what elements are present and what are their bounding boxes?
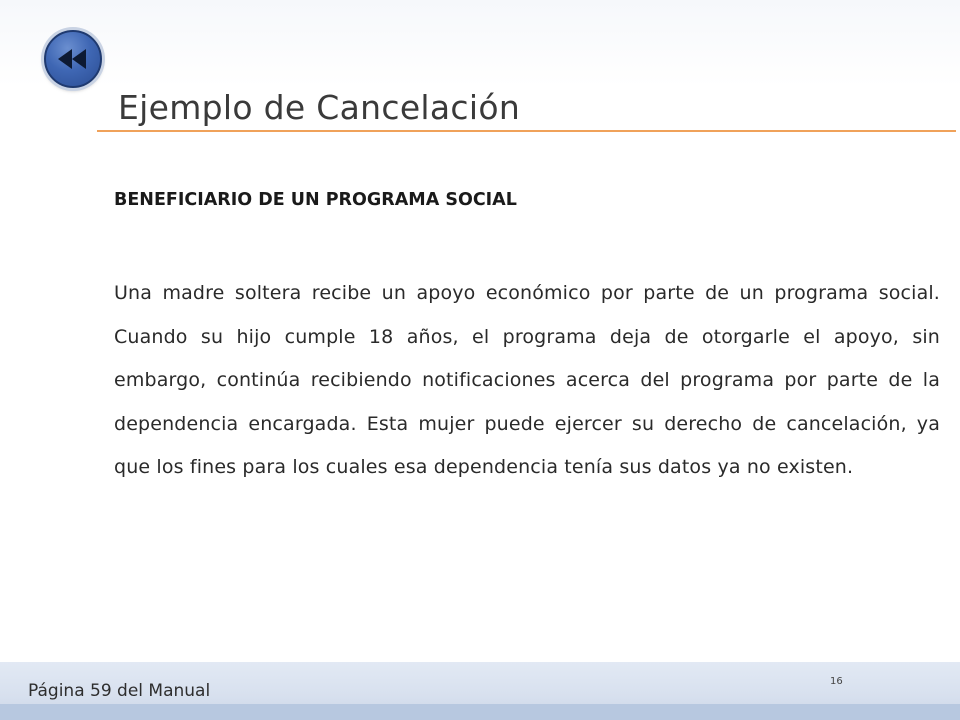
page-number: 16	[830, 676, 843, 687]
body-paragraph: Una madre soltera recibe un apoyo económico por parte de un programa social. Cuando su hijo cumple 18 años, el programa deja de otorgarle el apoyo, sin embargo, continúa recibiendo notificaciones acerca del programa por parte de la dependencia encargada. Esta mujer puede ejercer su derecho de cancelación, ya que los fines para los cuales esa dependencia tenía sus datos ya no existen.	[114, 282, 940, 478]
back-button[interactable]	[44, 30, 102, 88]
slide-title: Ejemplo de Cancelación	[118, 88, 521, 127]
rewind-icon	[46, 32, 100, 86]
manual-reference: Página 59 del Manual	[28, 681, 211, 701]
footer-stripe	[0, 704, 960, 720]
title-divider	[97, 130, 956, 132]
section-heading: BENEFICIARIO DE UN PROGRAMA SOCIAL	[114, 190, 517, 210]
